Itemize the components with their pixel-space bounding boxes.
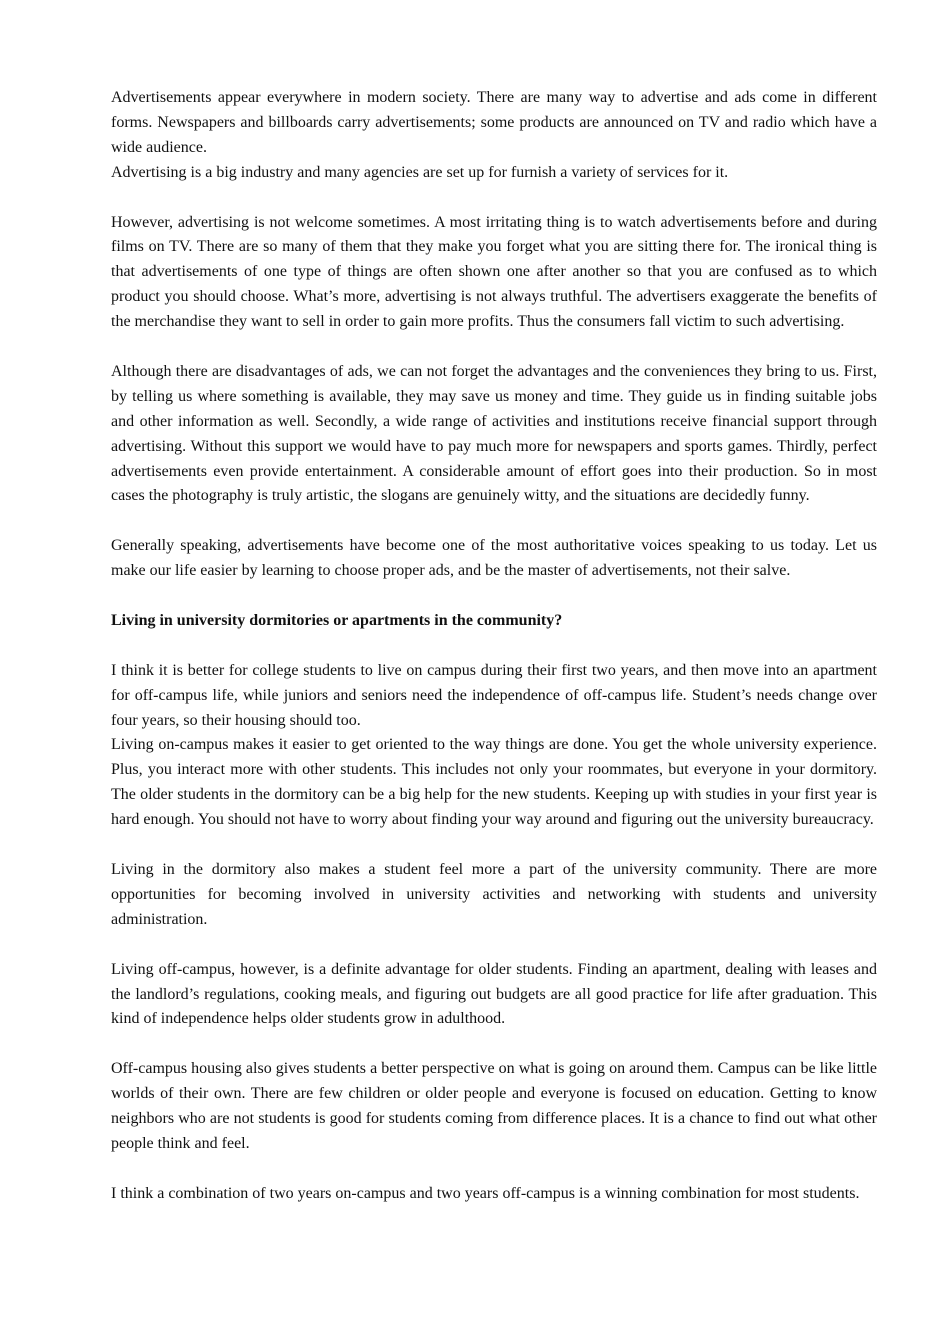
paragraph-spacer — [111, 833, 877, 858]
paragraph-housing-intro: I think it is better for college students to live on campus during their first two years, and then move into an apartment for off-campus life, while juniors and seniors need the independence of off-campus life. Student’s needs change over four years, so their housing should too. — [111, 661, 877, 729]
paragraph-spacer — [111, 933, 877, 958]
paragraph-ads-conclusion: Generally speaking, advertisements have become one of the most authoritative voices speaking to us today. Let us make our life easier by learning to choose proper ads, and be the master of advertisements, not their salve. — [111, 537, 877, 580]
paragraph-spacer — [111, 1157, 877, 1182]
paragraph-ads-advantages: Although there are disadvantages of ads, we can not forget the advantages and the conveniences they bring to us. First, by telling us where something is available, they may save us money and time. They guide us in finding suitable jobs and other information as well. Secondly, a wide range of activities and institutions receive financial support through advertising. Without this support we would have to pay much more for newspapers and sports games. Thirdly, perfect advertisements even provide entertainment. A considerable amount of effort goes into their production. So in most cases the photography is truly artistic, the slogans are genuinely witty, and the situations are decidedly funny. — [111, 362, 877, 505]
paragraph-ads-industry: Advertising is a big industry and many agencies are set up for furnish a variety of services for it. — [111, 163, 729, 181]
paragraph-spacer — [111, 584, 877, 609]
paragraph-spacer — [111, 509, 877, 534]
paragraph-ads-disadvantages: However, advertising is not welcome sometimes. A most irritating thing is to watch advertisements before and during films on TV. There are so many of them that they make you forget what you are sitting there for. The ironical thing is that advertisements of one type of things are often shown one after another so that you are confused as to which product you should choose. What’s more, advertising is not always truthful. The advertisers exaggerate the benefits of the merchandise they want to sell in order to gain more profits. Thus the consumers fall victim to such advertising. — [111, 213, 877, 331]
paragraph-spacer — [111, 1032, 877, 1057]
paragraph-off-campus-perspective: Off-campus housing also gives students a better perspective on what is going on around them. Campus can be like little worlds of their own. There are few children or older people and everyone is focused on education. Getting to know neighbors who are not students is good for students coming from difference places. It is a chance to find out what other people think and feel. — [111, 1060, 877, 1152]
paragraph-on-campus: Living on-campus makes it easier to get oriented to the way things are done. You get the whole university experience. Plus, you interact more with other students. This includes not only your roommates, but everyone in your dormitory. The older students in the dormitory can be a big help for the new students. Keeping up with studies in your first year is hard enough. You should not have to worry about finding your way around and figuring out the university bureaucracy. — [111, 736, 877, 829]
paragraph-spacer — [111, 335, 877, 360]
section-heading: Living in university dormitories or apartments in the community? — [111, 611, 563, 629]
paragraph-off-campus: Living off-campus, however, is a definite advantage for older students. Finding an apartment, dealing with leases and the landlord’s regulations, cooking meals, and figuring out budgets are all good practice for life after graduation. This kind of independence helps older students grow in adulthood. — [111, 960, 877, 1028]
paragraph-dormitory-community: Living in the dormitory also makes a student feel more a part of the university community. There are more opportunities for becoming involved in university activities and networking with students and university administration. — [111, 861, 877, 928]
paragraph-spacer — [111, 186, 877, 211]
paragraph-housing-conclusion: I think a combination of two years on-campus and two years off-campus is a winning combination for most students. — [111, 1184, 860, 1202]
document-body — [111, 86, 877, 1207]
paragraph-spacer — [111, 634, 877, 659]
paragraph-ads-intro: Advertisements appear everywhere in modern society. There are many way to advertise and ads come in different forms. Newspapers and billboards carry advertisements; some products are announced on TV and radio which have a wide audience. — [111, 89, 877, 156]
